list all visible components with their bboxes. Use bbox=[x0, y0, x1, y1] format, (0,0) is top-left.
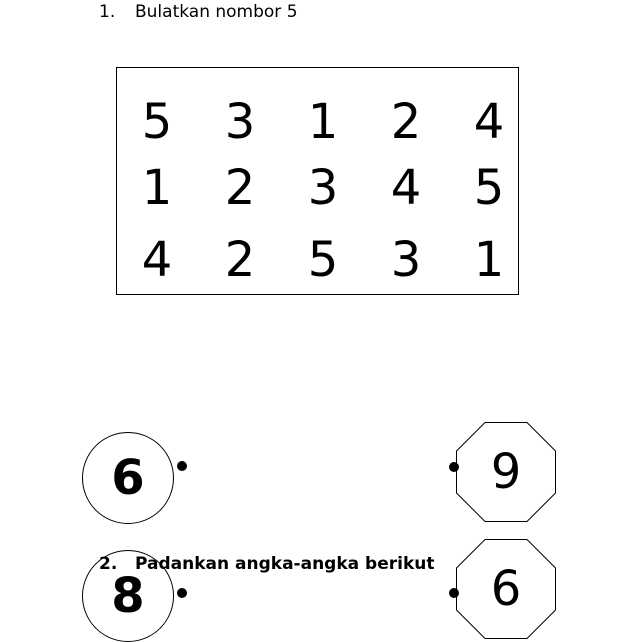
grid-cell[interactable]: 2 bbox=[224, 232, 256, 288]
question-2-number: 2. bbox=[99, 554, 118, 574]
grid-cell[interactable]: 3 bbox=[390, 232, 422, 288]
question-1-text: Bulatkan nombor 5 bbox=[135, 2, 298, 22]
question-1-number: 1. bbox=[99, 2, 116, 22]
left-circle-2-value: 8 bbox=[111, 568, 145, 624]
left-circle-2[interactable] bbox=[82, 550, 174, 642]
question-2-text: Padankan angka-angka berikut bbox=[135, 554, 435, 574]
grid-cell[interactable]: 4 bbox=[141, 232, 173, 288]
question-1-title bbox=[99, 2, 298, 22]
grid-cell[interactable]: 4 bbox=[390, 160, 422, 216]
left-dot-1[interactable] bbox=[177, 461, 187, 471]
grid-cell[interactable]: 3 bbox=[224, 94, 256, 150]
grid-cell[interactable]: 1 bbox=[141, 160, 173, 216]
number-grid bbox=[116, 67, 519, 295]
grid-cell[interactable]: 3 bbox=[307, 160, 339, 216]
grid-cell[interactable]: 1 bbox=[473, 232, 505, 288]
grid-cell[interactable]: 2 bbox=[390, 94, 422, 150]
right-octagon-1-value: 9 bbox=[490, 444, 522, 500]
left-circle-1[interactable] bbox=[82, 432, 174, 524]
left-dot-2[interactable] bbox=[177, 588, 187, 598]
grid-cell[interactable]: 5 bbox=[141, 94, 173, 150]
left-circle-1-value: 6 bbox=[111, 450, 145, 506]
grid-cell[interactable]: 2 bbox=[224, 160, 256, 216]
grid-cell[interactable]: 4 bbox=[473, 94, 505, 150]
right-octagon-2[interactable] bbox=[456, 539, 556, 639]
grid-cell[interactable]: 5 bbox=[473, 160, 505, 216]
right-octagon-1[interactable] bbox=[456, 422, 556, 522]
grid-cell[interactable]: 1 bbox=[307, 94, 339, 150]
grid-cell[interactable]: 5 bbox=[307, 232, 339, 288]
right-octagon-2-value: 6 bbox=[490, 561, 522, 617]
